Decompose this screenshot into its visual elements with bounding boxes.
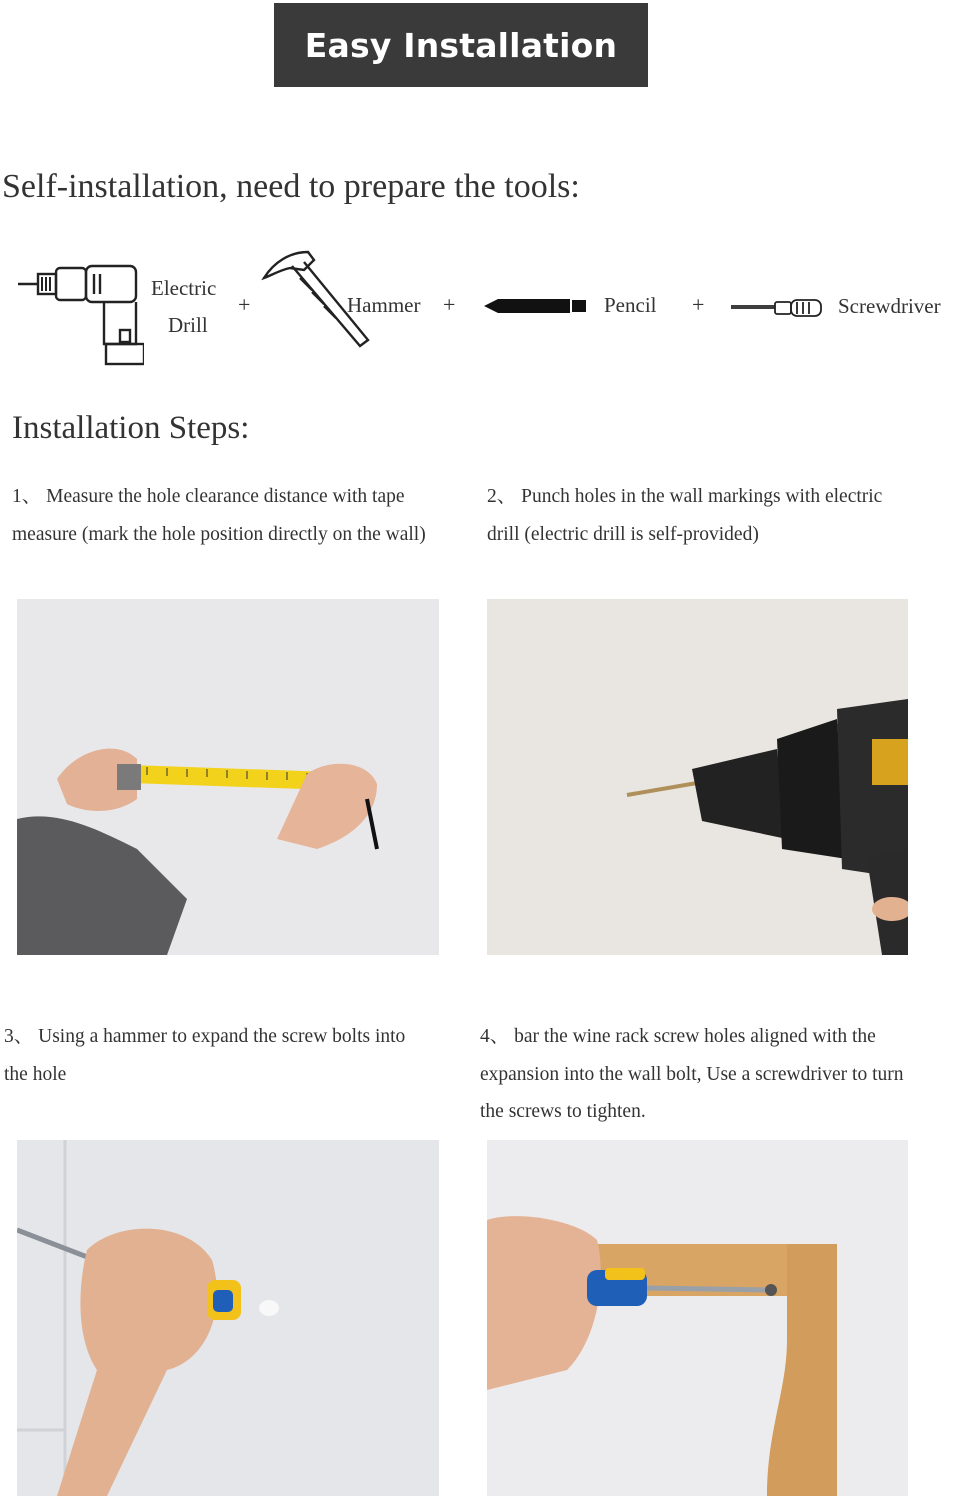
step-2-text: 2、 Punch holes in the wall markings with electric drill (electric drill is self-provided): [487, 486, 883, 545]
step-4-photo: [487, 1140, 908, 1496]
banner: [274, 3, 648, 87]
tool-label-drill-line2: Drill: [168, 313, 208, 337]
electric-drill-icon: [16, 262, 144, 368]
plus-sign: +: [692, 292, 705, 317]
tool-label-pencil: Pencil: [604, 293, 657, 317]
step-2-photo: [487, 599, 908, 955]
step-1-photo: [17, 599, 439, 955]
step-3-photo: [17, 1140, 439, 1496]
tools-heading: Self-installation, need to prepare the tools:: [2, 168, 580, 205]
tool-label-screwdriver: Screwdriver: [838, 294, 941, 318]
pencil-icon: [484, 296, 588, 316]
screwdriver-icon: [729, 298, 825, 318]
step-3-text: 3、 Using a hammer to expand the screw bolts into the hole: [4, 1026, 406, 1085]
plus-sign: +: [443, 292, 456, 317]
step-4-text: 4、 bar the wine rack screw holes aligned with the expansion into the wall bolt, Use a screwdriver to turn the screws to tighten.: [480, 1026, 904, 1122]
step-1-text: 1、 Measure the hole clearance distance with tape measure (mark the hole position directly on the wall): [12, 486, 426, 545]
tool-label-hammer: Hammer: [347, 293, 421, 317]
steps-heading: Installation Steps:: [12, 410, 250, 446]
banner-title: Easy Installation: [304, 25, 618, 65]
plus-sign: +: [238, 292, 251, 317]
tool-label-drill-line1: Electric: [151, 276, 217, 300]
